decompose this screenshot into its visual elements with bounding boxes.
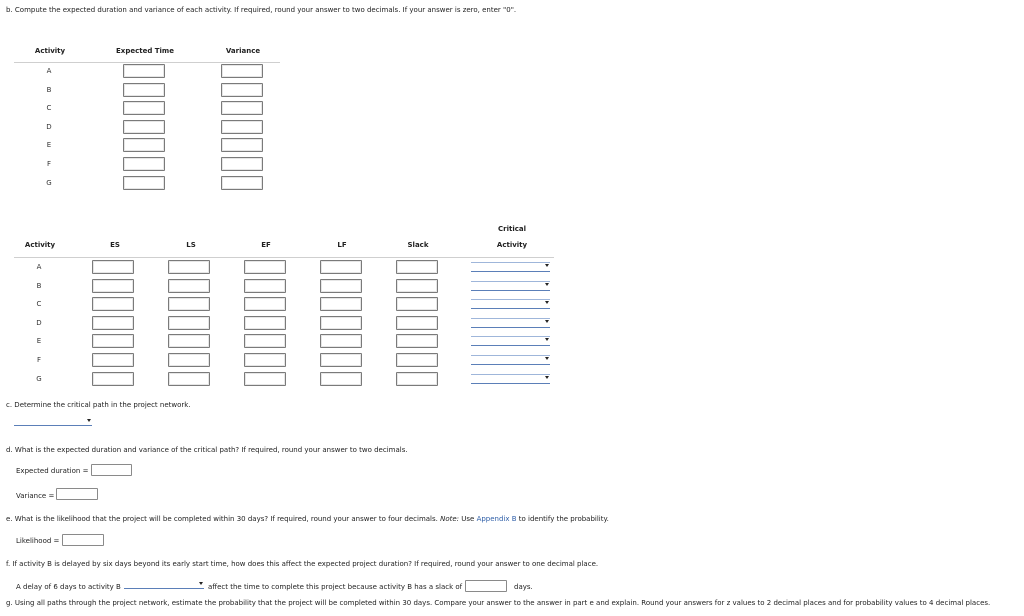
- table2-header-es: ES: [110, 241, 120, 249]
- critical-activity-select[interactable]: [471, 374, 550, 384]
- expected-time-input[interactable]: [123, 176, 165, 190]
- chevron-down-icon: [545, 376, 549, 379]
- variance-input[interactable]: [221, 176, 263, 190]
- critical-activity-select[interactable]: [471, 336, 550, 346]
- ef-input[interactable]: [244, 279, 286, 293]
- slack-input[interactable]: [396, 260, 438, 274]
- table1-header-variance: Variance: [225, 47, 261, 55]
- slack-input[interactable]: [396, 353, 438, 367]
- part-f-prompt: f. If activity B is delayed by six days beyond its early start time, how does this affect the expected project duration? If required, round your answer to one decimal place.: [6, 560, 599, 568]
- table2-header-lf: LF: [337, 241, 347, 249]
- critical-activity-select[interactable]: [471, 318, 550, 328]
- es-input[interactable]: [92, 353, 134, 367]
- part-b-prompt: b. Compute the expected duration and variance of each activity. If required, round your answer to two decimals. If your answer is zero, enter "0".: [6, 6, 517, 14]
- ls-input[interactable]: [168, 372, 210, 386]
- variance-input[interactable]: [221, 101, 263, 115]
- part-c-prompt: c. Determine the critical path in the project network.: [6, 401, 191, 409]
- delay-sentence-mid: affect the time to complete this project because activity B has a slack of: [208, 583, 463, 591]
- es-input[interactable]: [92, 279, 134, 293]
- es-input[interactable]: [92, 297, 134, 311]
- likelihood-input[interactable]: [62, 534, 104, 546]
- ls-input[interactable]: [168, 297, 210, 311]
- slack-input[interactable]: [396, 279, 438, 293]
- critical-path-select[interactable]: [14, 418, 92, 426]
- expected-duration-label: Expected duration =: [16, 467, 89, 475]
- slack-days-input[interactable]: [465, 580, 507, 592]
- likelihood-label: Likelihood =: [16, 537, 60, 545]
- expected-time-input[interactable]: [123, 101, 165, 115]
- ef-input[interactable]: [244, 297, 286, 311]
- activity-label: G: [36, 375, 42, 383]
- variance-input[interactable]: [221, 83, 263, 97]
- lf-input[interactable]: [320, 260, 362, 274]
- variance-input[interactable]: [56, 488, 98, 500]
- chevron-down-icon: [545, 338, 549, 341]
- critical-activity-select[interactable]: [471, 299, 550, 309]
- activity-label: E: [36, 337, 42, 345]
- expected-time-input[interactable]: [123, 157, 165, 171]
- activity-label: C: [46, 104, 52, 112]
- table1-header-activity: Activity: [34, 47, 66, 55]
- lf-input[interactable]: [320, 279, 362, 293]
- es-input[interactable]: [92, 334, 134, 348]
- part-d-prompt: d. What is the expected duration and variance of the critical path? If required, round your answer to two decimals.: [6, 446, 408, 454]
- delay-effect-select[interactable]: [124, 581, 204, 589]
- activity-label: G: [46, 179, 52, 187]
- delay-sentence-end: days.: [514, 583, 533, 591]
- activity-label: C: [36, 300, 42, 308]
- critical-activity-select[interactable]: [471, 355, 550, 365]
- variance-input[interactable]: [221, 120, 263, 134]
- expected-time-input[interactable]: [123, 120, 165, 134]
- variance-input[interactable]: [221, 138, 263, 152]
- activity-label: E: [46, 141, 52, 149]
- es-input[interactable]: [92, 260, 134, 274]
- table2-header-slack: Slack: [407, 241, 429, 249]
- ef-input[interactable]: [244, 260, 286, 274]
- chevron-down-icon: [545, 264, 549, 267]
- activity-label: F: [46, 160, 52, 168]
- part-e-note-label: Note:: [440, 515, 460, 523]
- lf-input[interactable]: [320, 372, 362, 386]
- part-e-prompt-start: e. What is the likelihood that the project will be completed within 30 days? If required, round your answer to four decimals.: [6, 515, 441, 523]
- expected-time-input[interactable]: [123, 64, 165, 78]
- table1-header-expected-time: Expected Time: [116, 47, 174, 55]
- es-input[interactable]: [92, 372, 134, 386]
- variance-label: Variance =: [16, 492, 55, 500]
- part-e-prompt: [6, 515, 609, 523]
- es-input[interactable]: [92, 316, 134, 330]
- expected-duration-input[interactable]: [91, 464, 132, 476]
- table2-header-critical-line1: Critical: [497, 225, 526, 233]
- appendix-b-link[interactable]: Appendix B: [476, 515, 517, 523]
- ef-input[interactable]: [244, 316, 286, 330]
- ls-input[interactable]: [168, 334, 210, 348]
- table1-header-divider: [14, 62, 280, 63]
- chevron-down-icon: [545, 320, 549, 323]
- slack-input[interactable]: [396, 334, 438, 348]
- slack-input[interactable]: [396, 372, 438, 386]
- expected-time-input[interactable]: [123, 83, 165, 97]
- activity-label: A: [46, 67, 52, 75]
- chevron-down-icon: [545, 283, 549, 286]
- lf-input[interactable]: [320, 297, 362, 311]
- activity-label: D: [46, 123, 52, 131]
- ef-input[interactable]: [244, 353, 286, 367]
- chevron-down-icon: [545, 301, 549, 304]
- part-e-prompt-end: to identify the probability.: [516, 515, 609, 523]
- lf-input[interactable]: [320, 334, 362, 348]
- ls-input[interactable]: [168, 279, 210, 293]
- ef-input[interactable]: [244, 334, 286, 348]
- activity-label: F: [36, 356, 42, 364]
- ef-input[interactable]: [244, 372, 286, 386]
- activity-label: B: [36, 282, 42, 290]
- variance-input[interactable]: [221, 157, 263, 171]
- table2-header-divider: [14, 257, 554, 258]
- activity-label: B: [46, 86, 52, 94]
- activity-label: D: [36, 319, 42, 327]
- expected-time-input[interactable]: [123, 138, 165, 152]
- table2-header-critical-line2: Activity: [496, 241, 528, 249]
- chevron-down-icon: [545, 357, 549, 360]
- lf-input[interactable]: [320, 316, 362, 330]
- delay-sentence-start: A delay of 6 days to activity B: [16, 583, 121, 591]
- ls-input[interactable]: [168, 260, 210, 274]
- lf-input[interactable]: [320, 353, 362, 367]
- part-g-prompt: g. Using all paths through the project network, estimate the probability that the project will be completed within 30 days. Compare your answer to the answer in part e and explain. Round your answers for z values to 2 decimal places and for probability values to 4 decimal places.: [6, 599, 991, 607]
- chevron-down-icon: [199, 582, 203, 585]
- slack-input[interactable]: [396, 297, 438, 311]
- table2-header-ls: LS: [186, 241, 196, 249]
- chevron-down-icon: [87, 419, 91, 422]
- ls-input[interactable]: [168, 316, 210, 330]
- critical-activity-select[interactable]: [471, 281, 550, 291]
- activity-label: A: [36, 263, 42, 271]
- part-e-prompt-mid: Use: [459, 515, 477, 523]
- table2-header-activity: Activity: [24, 241, 56, 249]
- ls-input[interactable]: [168, 353, 210, 367]
- critical-activity-select[interactable]: [471, 262, 550, 272]
- table2-header-ef: EF: [261, 241, 271, 249]
- slack-input[interactable]: [396, 316, 438, 330]
- variance-input[interactable]: [221, 64, 263, 78]
